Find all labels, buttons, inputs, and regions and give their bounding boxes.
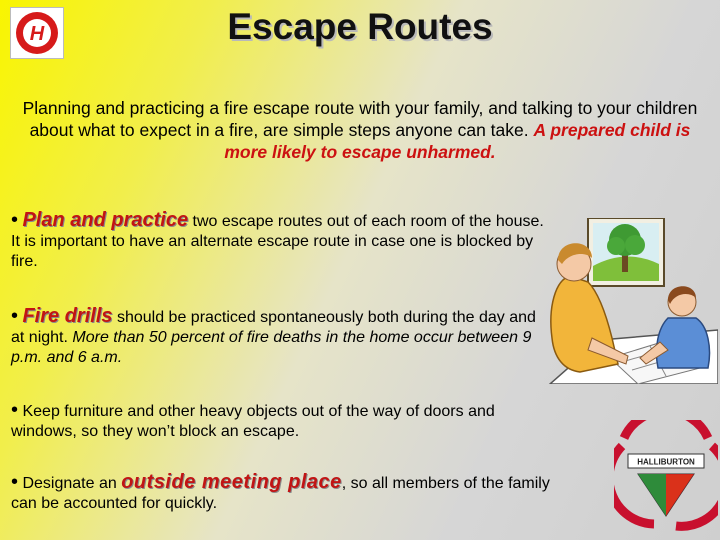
bullet-text: , so all members of the family can be accounted for quickly. [11,475,550,512]
intro-emphasis: A prepared child is more likely to escape unharmed. [224,120,691,162]
bullet-keep-clear [11,400,551,442]
bullet-lead: Designate an [22,475,117,492]
bullet-marker: • [11,471,19,493]
bullet-marker: • [11,305,19,327]
bullet-text: should be practiced spontaneously both during the day and at night. [11,309,536,346]
bullet-fire-drills [11,306,551,368]
bullet-marker: • [11,399,19,421]
bullet-text: two escape routes out of each room of the house. It is important to have an alternate escape route in case one is blocked by fire. [11,213,544,270]
bullet-meeting-place [11,472,551,514]
bullet-italic-text: More than 50 percent of fire deaths in the home occur between 9 p.m. and 6 a.m. [11,329,532,366]
slide-title: Escape Routes [227,6,493,47]
bullet-keyword: outside meeting place [121,471,342,493]
intro-paragraph [20,97,700,163]
bullet-keyword: Plan and practice [22,209,189,231]
family-planning-illustration [540,218,718,384]
safety-badge-icon [614,420,718,532]
bullet-keyword: Fire drills [22,305,113,327]
bullet-plan-and-practice [11,210,551,272]
bullet-marker: • [11,209,19,231]
intro-text: Planning and practicing a fire escape route with your family, and talking to your children about what to expect in a fire, are simple steps anyone can take. [22,98,698,140]
badge-company: HALLIBURTON [637,457,695,467]
bullet-text: Keep furniture and other heavy objects out of the way of doors and windows, so they won’t block an escape. [11,403,495,440]
logo-letters: H [29,23,45,45]
